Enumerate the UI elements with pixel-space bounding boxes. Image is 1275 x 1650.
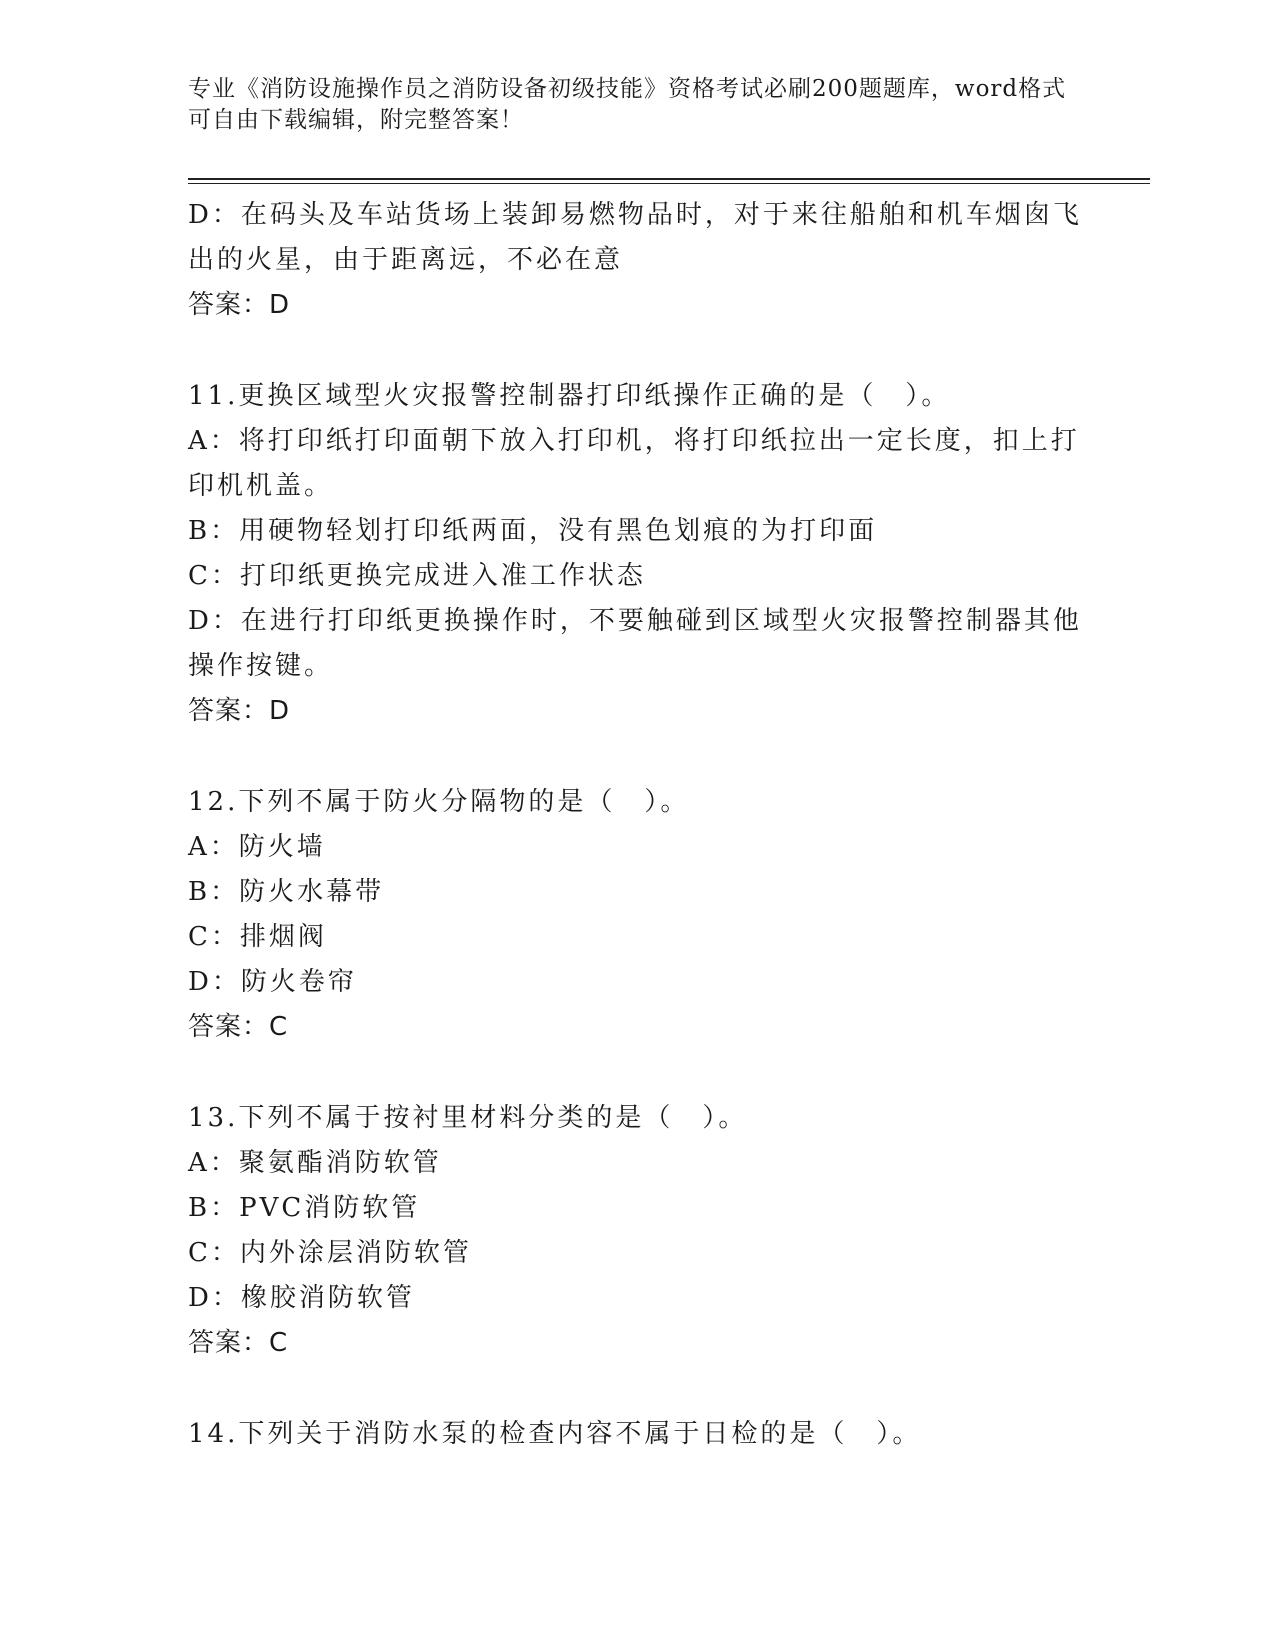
option-a-line: A：将打印纸打印面朝下放入打印机，将打印纸拉出一定长度，扣上打 [188, 426, 1080, 456]
spacer [188, 734, 1088, 780]
option-d-line: D：在码头及车站货场上装卸易燃物品时，对于来往船舶和机车烟囱飞 [188, 200, 1082, 230]
option-b-line: B：PVC消防软管 [188, 1193, 421, 1223]
header-divider-thin [188, 183, 1150, 184]
document-header: 专业《消防设施操作员之消防设备初级技能》资格考试必刷200题题库，word格式可自由下载编辑，附完整答案！ [188, 76, 1067, 133]
option-d-line: 出的火星，由于距离远，不必在意 [188, 245, 624, 275]
question-stem: 11.更换区域型火灾报警控制器打印纸操作正确的是（ ）。 [188, 381, 951, 411]
option-d-line: D：防火卷帘 [188, 967, 357, 997]
question-stem: 12.下列不属于防火分隔物的是（ ）。 [188, 787, 690, 817]
spacer [188, 1050, 1088, 1096]
document-body [188, 193, 1088, 1457]
option-a-line: A：聚氨酯消防软管 [188, 1148, 442, 1178]
answer-line: 答案：C [188, 1328, 289, 1358]
answer-line: 答案：D [188, 290, 291, 320]
question-stem: 14.下列关于消防水泵的检查内容不属于日检的是（ ）。 [188, 1419, 922, 1449]
spacer [188, 328, 1088, 374]
answer-line: 答案：C [188, 1012, 289, 1042]
option-a-line: A：防火墙 [188, 832, 326, 862]
option-b-line: B：防火水幕带 [188, 877, 385, 907]
header-divider-thick [188, 178, 1150, 180]
option-b-line: B：用硬物轻划打印纸两面，没有黑色划痕的为打印面 [188, 516, 878, 546]
option-c-line: C：排烟阀 [188, 922, 327, 952]
option-d-line: D：在进行打印纸更换操作时，不要触碰到区域型火灾报警控制器其他 [188, 606, 1082, 636]
spacer [188, 1366, 1088, 1412]
answer-line: 答案：D [188, 696, 291, 726]
option-c-line: C：打印纸更换完成进入准工作状态 [188, 561, 646, 591]
option-d-line: D：橡胶消防软管 [188, 1283, 415, 1313]
question-stem: 13.下列不属于按衬里材料分类的是（ ）。 [188, 1103, 748, 1133]
option-d-line: 操作按键。 [188, 651, 334, 681]
option-c-line: C：内外涂层消防软管 [188, 1238, 472, 1268]
option-a-line: 印机机盖。 [188, 471, 334, 501]
